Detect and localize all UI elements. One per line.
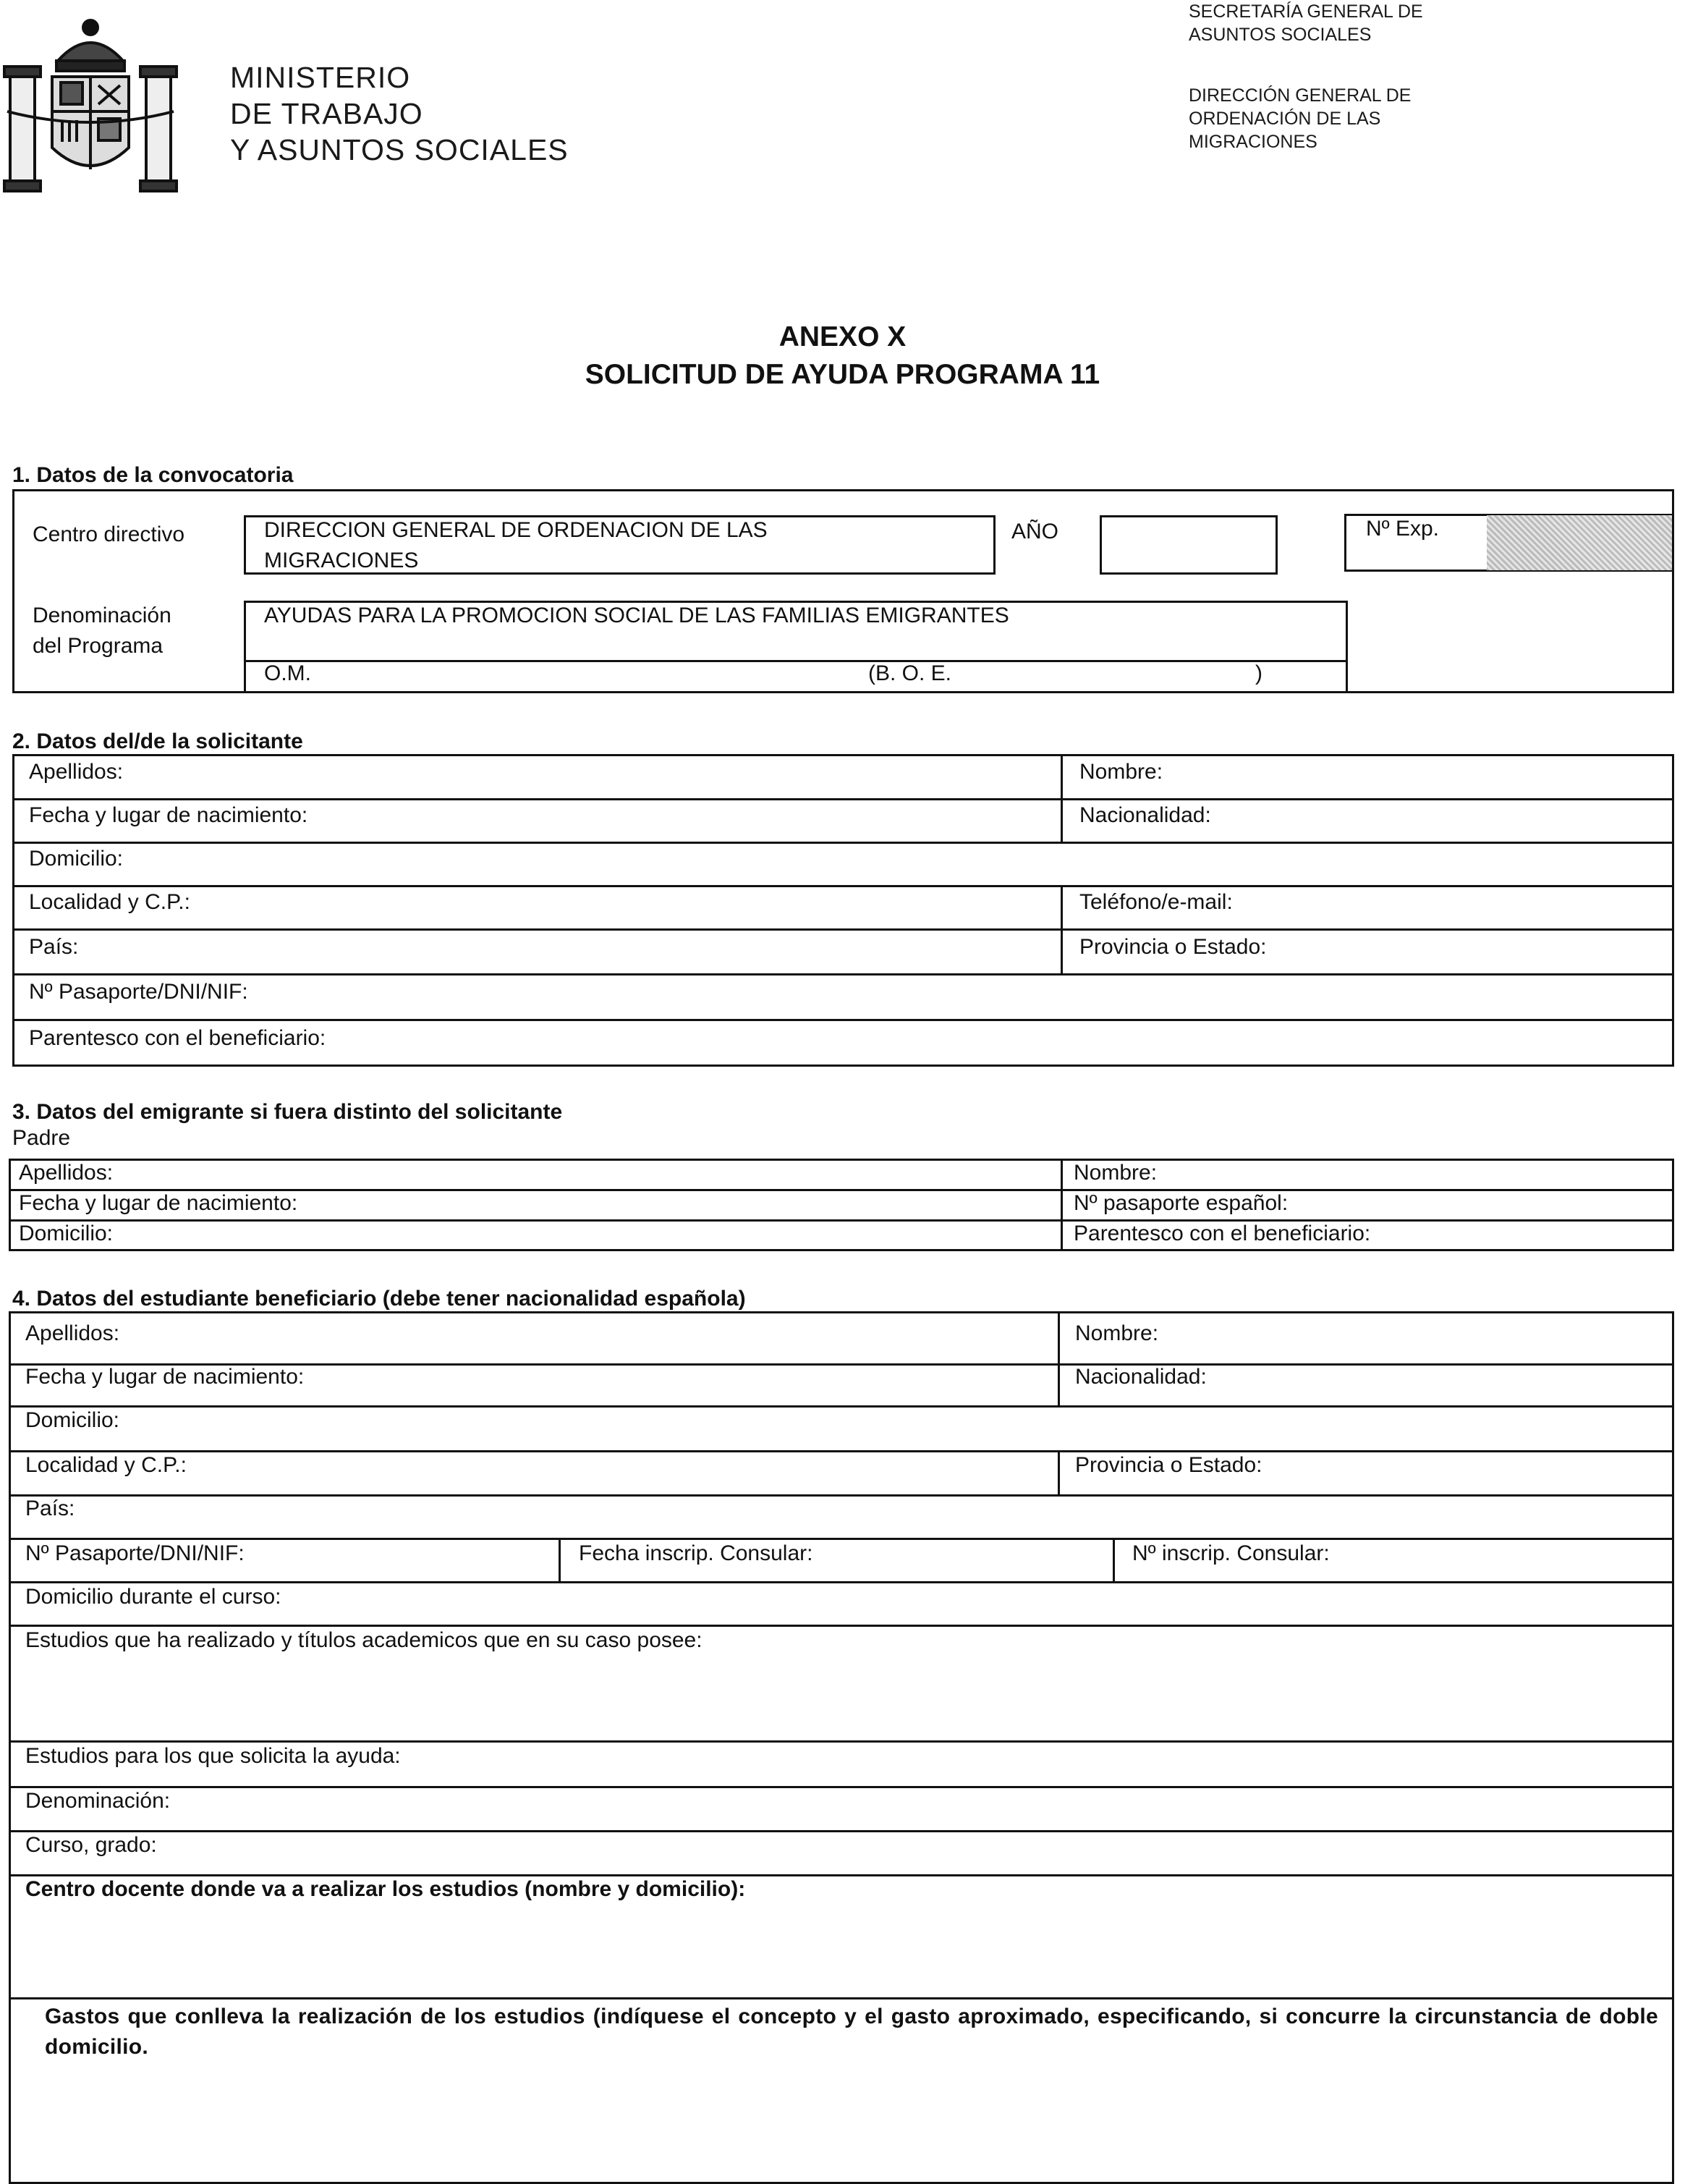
denominacion-value: AYUDAS PARA LA PROMOCION SOCIAL DE LAS FAMILIAS EMIGRANTES bbox=[264, 604, 1009, 627]
boe-label: (B. O. E. bbox=[868, 661, 952, 685]
coat-of-arms-logo bbox=[0, 10, 181, 200]
s3-padre: Padre bbox=[12, 1126, 71, 1150]
s2-apellidos[interactable]: Apellidos: bbox=[29, 760, 124, 784]
s3-pasaporte[interactable]: Nº pasaporte español: bbox=[1074, 1191, 1289, 1215]
s4-row-divider bbox=[9, 1625, 1674, 1627]
s4-fecha-nacimiento[interactable]: Fecha y lugar de nacimiento: bbox=[25, 1365, 305, 1389]
s4-curso-grado[interactable]: Curso, grado: bbox=[25, 1833, 157, 1857]
nexp-field-shaded bbox=[1487, 515, 1672, 570]
section-1-heading: 1. Datos de la convocatoria bbox=[12, 463, 294, 487]
s4-col-divider bbox=[1113, 1538, 1115, 1583]
centro-directivo-label: Centro directivo bbox=[33, 522, 185, 546]
denominacion-divider bbox=[244, 660, 1348, 662]
s3-domicilio[interactable]: Domicilio: bbox=[19, 1222, 114, 1245]
s4-num-inscripcion[interactable]: Nº inscrip. Consular: bbox=[1132, 1541, 1330, 1565]
s2-row-divider bbox=[12, 798, 1674, 800]
s4-localidad[interactable]: Localidad y C.P.: bbox=[25, 1453, 187, 1477]
s4-denominacion[interactable]: Denominación: bbox=[25, 1789, 171, 1813]
s2-fecha-nacimiento[interactable]: Fecha y lugar de nacimiento: bbox=[29, 803, 308, 827]
s4-col-divider bbox=[1058, 1450, 1060, 1497]
s3-col-divider bbox=[1061, 1159, 1063, 1251]
s4-gastos[interactable]: Gastos que conlleva la realización de los estudios (indíquese el concepto y el gasto aproximado, especificando, si concurre la circunstancia de doble domicilio. bbox=[45, 2005, 1658, 2059]
s2-col-divider bbox=[1061, 754, 1063, 843]
direccion-line-2: ORDENACIÓN DE LAS bbox=[1189, 109, 1381, 129]
secretaria-line-2: ASUNTOS SOCIALES bbox=[1189, 25, 1372, 45]
secretaria-general bbox=[1189, 0, 1423, 46]
s2-localidad[interactable]: Localidad y C.P.: bbox=[29, 890, 190, 914]
s4-row-divider bbox=[9, 1494, 1674, 1497]
s4-pasaporte[interactable]: Nº Pasaporte/DNI/NIF: bbox=[25, 1541, 245, 1565]
s4-estudios-realizados[interactable]: Estudios que ha realizado y títulos academicos que en su caso posee: bbox=[25, 1628, 703, 1652]
s4-row-divider bbox=[9, 1997, 1674, 1999]
s2-row-divider bbox=[12, 928, 1674, 931]
ministry-line-1: MINISTERIO bbox=[230, 61, 411, 94]
boe-close: ) bbox=[1255, 661, 1262, 685]
s3-apellidos[interactable]: Apellidos: bbox=[19, 1161, 114, 1185]
s4-row-divider bbox=[9, 1874, 1674, 1876]
s4-nacionalidad[interactable]: Nacionalidad: bbox=[1075, 1365, 1207, 1389]
s2-col-divider bbox=[1061, 885, 1063, 975]
s4-col-divider bbox=[559, 1538, 561, 1583]
s4-col-divider bbox=[1058, 1311, 1060, 1408]
secretaria-line-1: SECRETARÍA GENERAL DE bbox=[1189, 1, 1423, 22]
centro-directivo-value-1: DIRECCION GENERAL DE ORDENACION DE LAS bbox=[264, 518, 768, 542]
centro-directivo-value-2: MIGRACIONES bbox=[264, 549, 419, 572]
s2-row-divider bbox=[12, 973, 1674, 975]
s4-apellidos[interactable]: Apellidos: bbox=[25, 1321, 120, 1345]
denominacion-label-1: Denominación bbox=[33, 604, 171, 627]
s4-row-divider bbox=[9, 1538, 1674, 1540]
s3-nombre[interactable]: Nombre: bbox=[1074, 1161, 1158, 1185]
ano-field[interactable] bbox=[1100, 515, 1278, 575]
s2-nacionalidad[interactable]: Nacionalidad: bbox=[1079, 803, 1211, 827]
s4-row-divider bbox=[9, 1830, 1674, 1832]
s4-row-divider bbox=[9, 1740, 1674, 1743]
s2-pasaporte[interactable]: Nº Pasaporte/DNI/NIF: bbox=[29, 980, 248, 1004]
s4-domicilio-curso[interactable]: Domicilio durante el curso: bbox=[25, 1585, 281, 1609]
document-subtitle: SOLICITUD DE AYUDA PROGRAMA 11 bbox=[585, 359, 1100, 390]
nexp-label: Nº Exp. bbox=[1366, 517, 1439, 541]
s4-centro-docente[interactable]: Centro docente donde va a realizar los estudios (nombre y domicilio): bbox=[25, 1877, 746, 1901]
ano-label: AÑO bbox=[1011, 520, 1059, 543]
direccion-line-3: MIGRACIONES bbox=[1189, 132, 1317, 152]
s4-row-divider bbox=[9, 1450, 1674, 1452]
om-label: O.M. bbox=[264, 661, 311, 685]
s4-row-divider bbox=[9, 1581, 1674, 1583]
direccion-general bbox=[1189, 84, 1411, 153]
section-3-heading: 3. Datos del emigrante si fuera distinto del solicitante bbox=[12, 1100, 563, 1124]
s2-telefono[interactable]: Teléfono/e-mail: bbox=[1079, 890, 1233, 914]
s3-row-divider bbox=[9, 1219, 1674, 1222]
section-4-heading: 4. Datos del estudiante beneficiario (debe tener nacionalidad española) bbox=[12, 1287, 746, 1311]
s2-row-divider bbox=[12, 1019, 1674, 1021]
s4-row-divider bbox=[9, 1405, 1674, 1408]
s2-row-divider bbox=[12, 885, 1674, 887]
s2-parentesco[interactable]: Parentesco con el beneficiario: bbox=[29, 1026, 326, 1050]
s2-domicilio[interactable]: Domicilio: bbox=[29, 847, 124, 871]
ministry-line-2: DE TRABAJO bbox=[230, 97, 423, 130]
s4-nombre[interactable]: Nombre: bbox=[1075, 1321, 1159, 1345]
s4-provincia[interactable]: Provincia o Estado: bbox=[1075, 1453, 1262, 1477]
denominacion-label-2: del Programa bbox=[33, 634, 164, 658]
ministry-line-3: Y ASUNTOS SOCIALES bbox=[230, 133, 569, 166]
document-title: ANEXO X bbox=[778, 321, 907, 352]
s2-nombre[interactable]: Nombre: bbox=[1079, 760, 1163, 784]
s2-pais[interactable]: País: bbox=[29, 935, 79, 959]
s2-row-divider bbox=[12, 842, 1674, 844]
s3-parentesco[interactable]: Parentesco con el beneficiario: bbox=[1074, 1222, 1371, 1245]
s2-provincia[interactable]: Provincia o Estado: bbox=[1079, 935, 1267, 959]
direccion-line-1: DIRECCIÓN GENERAL DE bbox=[1189, 85, 1412, 106]
ministry-name bbox=[230, 59, 569, 168]
s4-pais[interactable]: País: bbox=[25, 1497, 75, 1520]
s4-row-divider bbox=[9, 1786, 1674, 1788]
s4-estudios-solicita[interactable]: Estudios para los que solicita la ayuda: bbox=[25, 1744, 401, 1768]
s3-fecha-nacimiento[interactable]: Fecha y lugar de nacimiento: bbox=[19, 1191, 298, 1215]
section-2-heading: 2. Datos del/de la solicitante bbox=[12, 729, 303, 753]
s4-fecha-inscripcion[interactable]: Fecha inscrip. Consular: bbox=[579, 1541, 813, 1565]
s4-domicilio[interactable]: Domicilio: bbox=[25, 1408, 120, 1432]
